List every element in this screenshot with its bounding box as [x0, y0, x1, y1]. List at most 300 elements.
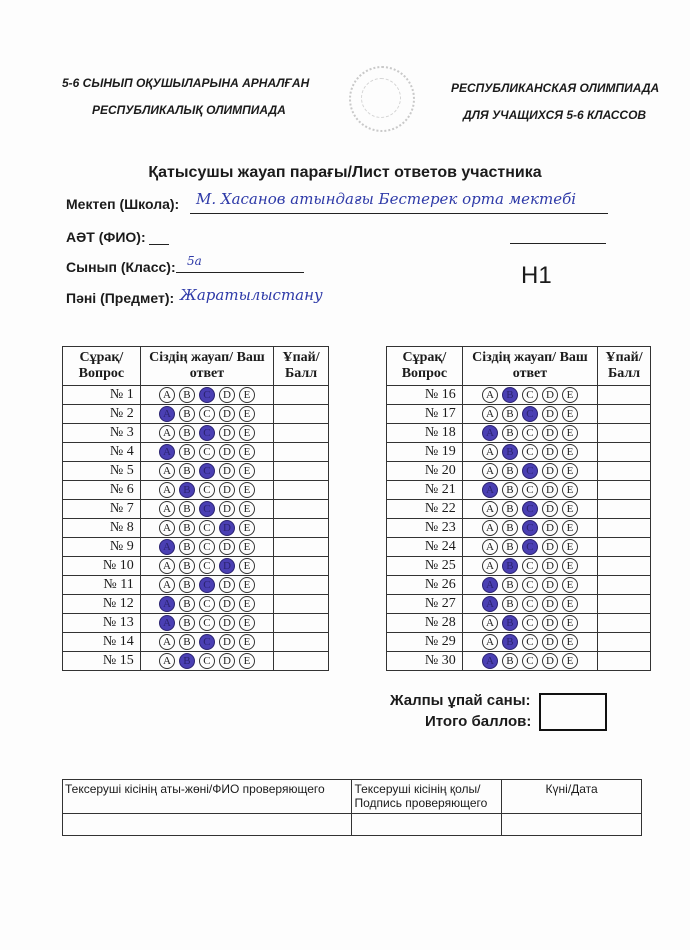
- option-bubble[interactable]: C: [199, 482, 215, 498]
- option-bubble[interactable]: A: [159, 539, 175, 555]
- answer-row: [63, 386, 329, 405]
- option-bubble[interactable]: B: [502, 482, 518, 498]
- option-bubble[interactable]: A: [159, 596, 175, 612]
- option-bubble[interactable]: E: [239, 482, 255, 498]
- option-bubble[interactable]: A: [482, 634, 498, 650]
- question-number: № 8: [63, 519, 141, 538]
- checker-name-header: Тексеруші кісінің аты-жөні/ФИО проверяющего: [63, 780, 352, 814]
- option-bubble[interactable]: C: [199, 577, 215, 593]
- option-bubble[interactable]: A: [482, 425, 498, 441]
- answer-options: [462, 462, 597, 481]
- option-bubble[interactable]: A: [159, 634, 175, 650]
- answer-options: [462, 481, 597, 500]
- answer-options: [140, 443, 273, 462]
- option-bubble[interactable]: E: [239, 653, 255, 669]
- score-cell[interactable]: [274, 405, 329, 424]
- option-bubble[interactable]: D: [219, 387, 235, 403]
- option-bubble[interactable]: E: [239, 615, 255, 631]
- score-cell[interactable]: [274, 519, 329, 538]
- option-bubble[interactable]: D: [542, 463, 558, 479]
- participant-code: Н1: [521, 262, 552, 289]
- option-bubble[interactable]: D: [542, 520, 558, 536]
- option-bubble[interactable]: D: [219, 577, 235, 593]
- checker-name-cell[interactable]: [63, 814, 352, 836]
- option-bubble[interactable]: E: [239, 520, 255, 536]
- page-title: Қатысушы жауап парағы/Лист ответов участника: [148, 164, 542, 181]
- option-bubble[interactable]: A: [482, 501, 498, 517]
- option-bubble[interactable]: E: [239, 577, 255, 593]
- question-number: № 12: [63, 595, 141, 614]
- option-bubble[interactable]: C: [522, 653, 538, 669]
- option-bubble[interactable]: C: [199, 425, 215, 441]
- option-bubble[interactable]: B: [179, 634, 195, 650]
- option-bubble[interactable]: D: [219, 539, 235, 555]
- option-bubble[interactable]: A: [482, 482, 498, 498]
- answer-row: [387, 481, 651, 500]
- question-number: № 29: [387, 633, 463, 652]
- option-bubble[interactable]: A: [159, 406, 175, 422]
- question-number: № 24: [387, 538, 463, 557]
- option-bubble[interactable]: E: [562, 634, 578, 650]
- answer-options: [140, 652, 273, 671]
- option-bubble[interactable]: D: [542, 501, 558, 517]
- option-bubble[interactable]: A: [159, 558, 175, 574]
- question-number: № 28: [387, 614, 463, 633]
- option-bubble[interactable]: A: [482, 615, 498, 631]
- answer-options: [462, 652, 597, 671]
- question-number: № 13: [63, 614, 141, 633]
- option-bubble[interactable]: D: [542, 596, 558, 612]
- answer-row: [63, 614, 329, 633]
- checker-date-cell[interactable]: [502, 814, 642, 836]
- answer-row: [63, 652, 329, 671]
- option-bubble[interactable]: B: [179, 577, 195, 593]
- answer-row: [63, 424, 329, 443]
- question-number: № 2: [63, 405, 141, 424]
- option-bubble[interactable]: E: [562, 425, 578, 441]
- option-bubble[interactable]: B: [502, 539, 518, 555]
- subject-label: Пәні (Предмет):: [66, 290, 175, 306]
- answer-options: [140, 519, 273, 538]
- option-bubble[interactable]: C: [522, 615, 538, 631]
- question-number: № 14: [63, 633, 141, 652]
- option-bubble[interactable]: D: [219, 444, 235, 460]
- score-cell[interactable]: [274, 443, 329, 462]
- option-bubble[interactable]: B: [179, 425, 195, 441]
- option-bubble[interactable]: E: [562, 444, 578, 460]
- option-bubble[interactable]: E: [239, 425, 255, 441]
- option-bubble[interactable]: D: [219, 634, 235, 650]
- option-bubble[interactable]: B: [502, 596, 518, 612]
- school-label: Мектеп (Школа):: [66, 196, 180, 212]
- option-bubble[interactable]: E: [239, 539, 255, 555]
- score-cell[interactable]: [274, 500, 329, 519]
- option-bubble[interactable]: D: [542, 539, 558, 555]
- header-left-line1: 5-6 СЫНЫП ОҚУШЫЛАРЫНА АРНАЛҒАН: [62, 76, 310, 90]
- option-bubble[interactable]: D: [219, 653, 235, 669]
- option-bubble[interactable]: E: [562, 501, 578, 517]
- answer-row: [387, 538, 651, 557]
- answer-row: [63, 500, 329, 519]
- checker-date-header: Күні/Дата: [502, 780, 642, 814]
- answer-options: [462, 633, 597, 652]
- question-number: № 11: [63, 576, 141, 595]
- option-bubble[interactable]: E: [562, 520, 578, 536]
- answer-options: [462, 500, 597, 519]
- question-number: № 9: [63, 538, 141, 557]
- option-bubble[interactable]: D: [219, 463, 235, 479]
- answer-options: [140, 424, 273, 443]
- option-bubble[interactable]: B: [179, 653, 195, 669]
- answer-row: [63, 595, 329, 614]
- answer-table-left: [62, 346, 329, 671]
- option-bubble[interactable]: A: [482, 444, 498, 460]
- option-bubble[interactable]: A: [159, 387, 175, 403]
- option-bubble[interactable]: B: [502, 577, 518, 593]
- school-underline: [190, 213, 608, 214]
- option-bubble[interactable]: B: [502, 425, 518, 441]
- fio-label: АӘТ (ФИО):: [66, 229, 146, 245]
- answer-row: [63, 557, 329, 576]
- question-number: № 3: [63, 424, 141, 443]
- question-number: № 6: [63, 481, 141, 500]
- option-bubble[interactable]: D: [542, 615, 558, 631]
- option-bubble[interactable]: E: [562, 406, 578, 422]
- option-bubble[interactable]: E: [239, 387, 255, 403]
- question-number: № 22: [387, 500, 463, 519]
- question-number: № 15: [63, 652, 141, 671]
- answer-options: [140, 405, 273, 424]
- answer-row: [387, 500, 651, 519]
- option-bubble[interactable]: E: [239, 406, 255, 422]
- option-bubble[interactable]: C: [199, 520, 215, 536]
- option-bubble[interactable]: B: [502, 501, 518, 517]
- option-bubble[interactable]: E: [562, 463, 578, 479]
- option-bubble[interactable]: C: [199, 596, 215, 612]
- answer-row: [387, 633, 651, 652]
- answer-row: [387, 614, 651, 633]
- option-bubble[interactable]: B: [179, 482, 195, 498]
- option-bubble[interactable]: B: [179, 501, 195, 517]
- option-bubble[interactable]: C: [522, 425, 538, 441]
- score-cell[interactable]: [274, 576, 329, 595]
- score-cell[interactable]: [598, 405, 651, 424]
- option-bubble[interactable]: D: [542, 406, 558, 422]
- question-number: № 30: [387, 652, 463, 671]
- option-bubble[interactable]: D: [219, 501, 235, 517]
- option-bubble[interactable]: E: [562, 653, 578, 669]
- option-bubble[interactable]: C: [199, 615, 215, 631]
- answer-row: [387, 443, 651, 462]
- option-bubble[interactable]: C: [522, 406, 538, 422]
- answer-row: [387, 462, 651, 481]
- option-bubble[interactable]: D: [219, 520, 235, 536]
- option-bubble[interactable]: C: [522, 558, 538, 574]
- class-label: Сынып (Класс):: [66, 259, 176, 275]
- subject-value[interactable]: Жаратылыстану: [180, 286, 323, 304]
- answer-header: Сіздің жауап/ Ваш ответ: [462, 347, 597, 386]
- option-bubble[interactable]: C: [522, 634, 538, 650]
- score-cell[interactable]: [274, 652, 329, 671]
- option-bubble[interactable]: D: [219, 406, 235, 422]
- option-bubble[interactable]: B: [179, 520, 195, 536]
- answer-row: [387, 557, 651, 576]
- option-bubble[interactable]: B: [502, 406, 518, 422]
- question-number: № 7: [63, 500, 141, 519]
- answer-options: [462, 405, 597, 424]
- option-bubble[interactable]: B: [502, 615, 518, 631]
- answer-header: Сіздің жауап/ Ваш ответ: [140, 347, 273, 386]
- score-cell[interactable]: [598, 652, 651, 671]
- option-bubble[interactable]: A: [482, 558, 498, 574]
- answer-row: [387, 405, 651, 424]
- option-bubble[interactable]: B: [179, 615, 195, 631]
- question-number: № 16: [387, 386, 463, 405]
- score-header: Ұпай/ Балл: [598, 347, 651, 386]
- answer-row: [387, 595, 651, 614]
- score-cell[interactable]: [598, 500, 651, 519]
- score-cell[interactable]: [598, 538, 651, 557]
- header-right-line2: ДЛЯ УЧАЩИХСЯ 5-6 КЛАССОВ: [463, 108, 647, 122]
- option-bubble[interactable]: B: [502, 653, 518, 669]
- option-bubble[interactable]: E: [562, 577, 578, 593]
- answer-options: [140, 576, 273, 595]
- option-bubble[interactable]: D: [542, 558, 558, 574]
- score-cell[interactable]: [274, 614, 329, 633]
- question-number: № 17: [387, 405, 463, 424]
- question-number: № 5: [63, 462, 141, 481]
- score-cell[interactable]: [598, 481, 651, 500]
- option-bubble[interactable]: C: [522, 501, 538, 517]
- question-header: Сұрақ/ Вопрос: [63, 347, 141, 386]
- answer-options: [462, 538, 597, 557]
- option-bubble[interactable]: C: [199, 539, 215, 555]
- option-bubble[interactable]: B: [179, 444, 195, 460]
- olympiad-seal: [349, 66, 415, 132]
- option-bubble[interactable]: B: [179, 539, 195, 555]
- answer-options: [140, 538, 273, 557]
- answer-options: [140, 386, 273, 405]
- answer-row: [63, 405, 329, 424]
- answer-row: [63, 633, 329, 652]
- answer-options: [140, 614, 273, 633]
- option-bubble[interactable]: B: [502, 463, 518, 479]
- option-bubble[interactable]: C: [199, 653, 215, 669]
- option-bubble[interactable]: D: [219, 482, 235, 498]
- answer-row: [387, 386, 651, 405]
- option-bubble[interactable]: A: [159, 482, 175, 498]
- score-cell[interactable]: [598, 386, 651, 405]
- option-bubble[interactable]: A: [482, 406, 498, 422]
- option-bubble[interactable]: D: [542, 387, 558, 403]
- option-bubble[interactable]: D: [219, 558, 235, 574]
- option-bubble[interactable]: B: [179, 463, 195, 479]
- option-bubble[interactable]: D: [219, 425, 235, 441]
- option-bubble[interactable]: B: [502, 520, 518, 536]
- class-value[interactable]: 5а: [187, 254, 202, 268]
- option-bubble[interactable]: A: [482, 539, 498, 555]
- answer-options: [462, 443, 597, 462]
- option-bubble[interactable]: B: [179, 406, 195, 422]
- answer-options: [462, 595, 597, 614]
- option-bubble[interactable]: E: [239, 634, 255, 650]
- score-cell[interactable]: [598, 576, 651, 595]
- class-underline: [176, 272, 304, 273]
- answer-options: [462, 424, 597, 443]
- answer-options: [140, 481, 273, 500]
- answer-table-right: [386, 346, 651, 671]
- option-bubble[interactable]: C: [199, 558, 215, 574]
- answer-row: [387, 424, 651, 443]
- option-bubble[interactable]: A: [482, 387, 498, 403]
- checker-table: [62, 779, 642, 836]
- option-bubble[interactable]: A: [482, 596, 498, 612]
- option-bubble[interactable]: A: [159, 463, 175, 479]
- option-bubble[interactable]: C: [522, 596, 538, 612]
- score-cell[interactable]: [598, 633, 651, 652]
- score-cell[interactable]: [598, 519, 651, 538]
- header-right-line1: РЕСПУБЛИКАНСКАЯ ОЛИМПИАДА: [451, 81, 660, 95]
- option-bubble[interactable]: D: [219, 615, 235, 631]
- score-header: Ұпай/ Балл: [274, 347, 329, 386]
- score-cell[interactable]: [598, 462, 651, 481]
- answer-row: [387, 519, 651, 538]
- score-cell[interactable]: [598, 595, 651, 614]
- score-cell[interactable]: [274, 462, 329, 481]
- question-number: № 1: [63, 386, 141, 405]
- option-bubble[interactable]: E: [562, 387, 578, 403]
- option-bubble[interactable]: E: [562, 539, 578, 555]
- code-underline: [510, 243, 606, 244]
- answer-options: [462, 614, 597, 633]
- question-number: № 18: [387, 424, 463, 443]
- answer-options: [462, 386, 597, 405]
- score-cell[interactable]: [274, 481, 329, 500]
- question-number: № 23: [387, 519, 463, 538]
- answer-options: [140, 633, 273, 652]
- option-bubble[interactable]: A: [482, 577, 498, 593]
- option-bubble[interactable]: C: [199, 463, 215, 479]
- score-cell[interactable]: [274, 424, 329, 443]
- option-bubble[interactable]: E: [562, 558, 578, 574]
- option-bubble[interactable]: E: [562, 482, 578, 498]
- option-bubble[interactable]: D: [542, 653, 558, 669]
- option-bubble[interactable]: D: [542, 634, 558, 650]
- question-number: № 20: [387, 462, 463, 481]
- option-bubble[interactable]: B: [179, 596, 195, 612]
- option-bubble[interactable]: C: [522, 482, 538, 498]
- option-bubble[interactable]: C: [199, 406, 215, 422]
- score-cell[interactable]: [598, 443, 651, 462]
- answer-row: [63, 481, 329, 500]
- option-bubble[interactable]: A: [159, 501, 175, 517]
- option-bubble[interactable]: A: [159, 653, 175, 669]
- option-bubble[interactable]: C: [522, 444, 538, 460]
- answer-options: [462, 557, 597, 576]
- option-bubble[interactable]: C: [199, 444, 215, 460]
- option-bubble[interactable]: C: [522, 520, 538, 536]
- question-number: № 19: [387, 443, 463, 462]
- answer-options: [140, 557, 273, 576]
- answer-options: [462, 519, 597, 538]
- question-number: № 27: [387, 595, 463, 614]
- option-bubble[interactable]: E: [239, 501, 255, 517]
- question-header: Сұрақ/ Вопрос: [387, 347, 463, 386]
- answer-options: [140, 595, 273, 614]
- answer-row: [63, 443, 329, 462]
- score-cell[interactable]: [598, 424, 651, 443]
- question-number: № 25: [387, 557, 463, 576]
- option-bubble[interactable]: A: [159, 577, 175, 593]
- option-bubble[interactable]: C: [522, 463, 538, 479]
- question-number: № 4: [63, 443, 141, 462]
- total-score-box[interactable]: [539, 693, 607, 731]
- option-bubble[interactable]: B: [502, 558, 518, 574]
- answer-row: [387, 576, 651, 595]
- school-value[interactable]: М. Хасанов атындағы Бестерек орта мектебі: [196, 190, 577, 208]
- checker-sign-header: Тексеруші кісінің қолы/ Подпись проверяющего: [352, 780, 502, 814]
- score-cell[interactable]: [598, 614, 651, 633]
- answer-row: [63, 538, 329, 557]
- score-cell[interactable]: [274, 386, 329, 405]
- score-cell[interactable]: [274, 557, 329, 576]
- option-bubble[interactable]: A: [159, 520, 175, 536]
- option-bubble[interactable]: E: [562, 615, 578, 631]
- score-cell[interactable]: [274, 595, 329, 614]
- question-number: № 10: [63, 557, 141, 576]
- answer-options: [140, 462, 273, 481]
- option-bubble[interactable]: B: [179, 387, 195, 403]
- fio-underline[interactable]: [149, 244, 169, 245]
- option-bubble[interactable]: D: [219, 596, 235, 612]
- option-bubble[interactable]: C: [522, 577, 538, 593]
- option-bubble[interactable]: E: [239, 463, 255, 479]
- option-bubble[interactable]: A: [159, 444, 175, 460]
- option-bubble[interactable]: C: [522, 387, 538, 403]
- option-bubble[interactable]: A: [159, 425, 175, 441]
- option-bubble[interactable]: C: [199, 387, 215, 403]
- option-bubble[interactable]: E: [239, 558, 255, 574]
- option-bubble[interactable]: A: [159, 615, 175, 631]
- option-bubble[interactable]: C: [522, 539, 538, 555]
- score-cell[interactable]: [274, 538, 329, 557]
- checker-sign-cell[interactable]: [352, 814, 502, 836]
- option-bubble[interactable]: A: [482, 463, 498, 479]
- option-bubble[interactable]: B: [502, 444, 518, 460]
- option-bubble[interactable]: D: [542, 425, 558, 441]
- answer-row: [63, 462, 329, 481]
- option-bubble[interactable]: C: [199, 634, 215, 650]
- option-bubble[interactable]: D: [542, 444, 558, 460]
- option-bubble[interactable]: A: [482, 520, 498, 536]
- option-bubble[interactable]: B: [179, 558, 195, 574]
- option-bubble[interactable]: D: [542, 482, 558, 498]
- option-bubble[interactable]: E: [562, 596, 578, 612]
- option-bubble[interactable]: E: [239, 596, 255, 612]
- option-bubble[interactable]: D: [542, 577, 558, 593]
- total-label-ru: Итого баллов:: [425, 713, 532, 730]
- option-bubble[interactable]: B: [502, 387, 518, 403]
- score-cell[interactable]: [274, 633, 329, 652]
- question-number: № 26: [387, 576, 463, 595]
- score-cell[interactable]: [598, 557, 651, 576]
- option-bubble[interactable]: B: [502, 634, 518, 650]
- option-bubble[interactable]: C: [199, 501, 215, 517]
- total-label-kz: Жалпы ұпай саны:: [390, 692, 531, 709]
- option-bubble[interactable]: E: [239, 444, 255, 460]
- answer-row: [63, 576, 329, 595]
- option-bubble[interactable]: A: [482, 653, 498, 669]
